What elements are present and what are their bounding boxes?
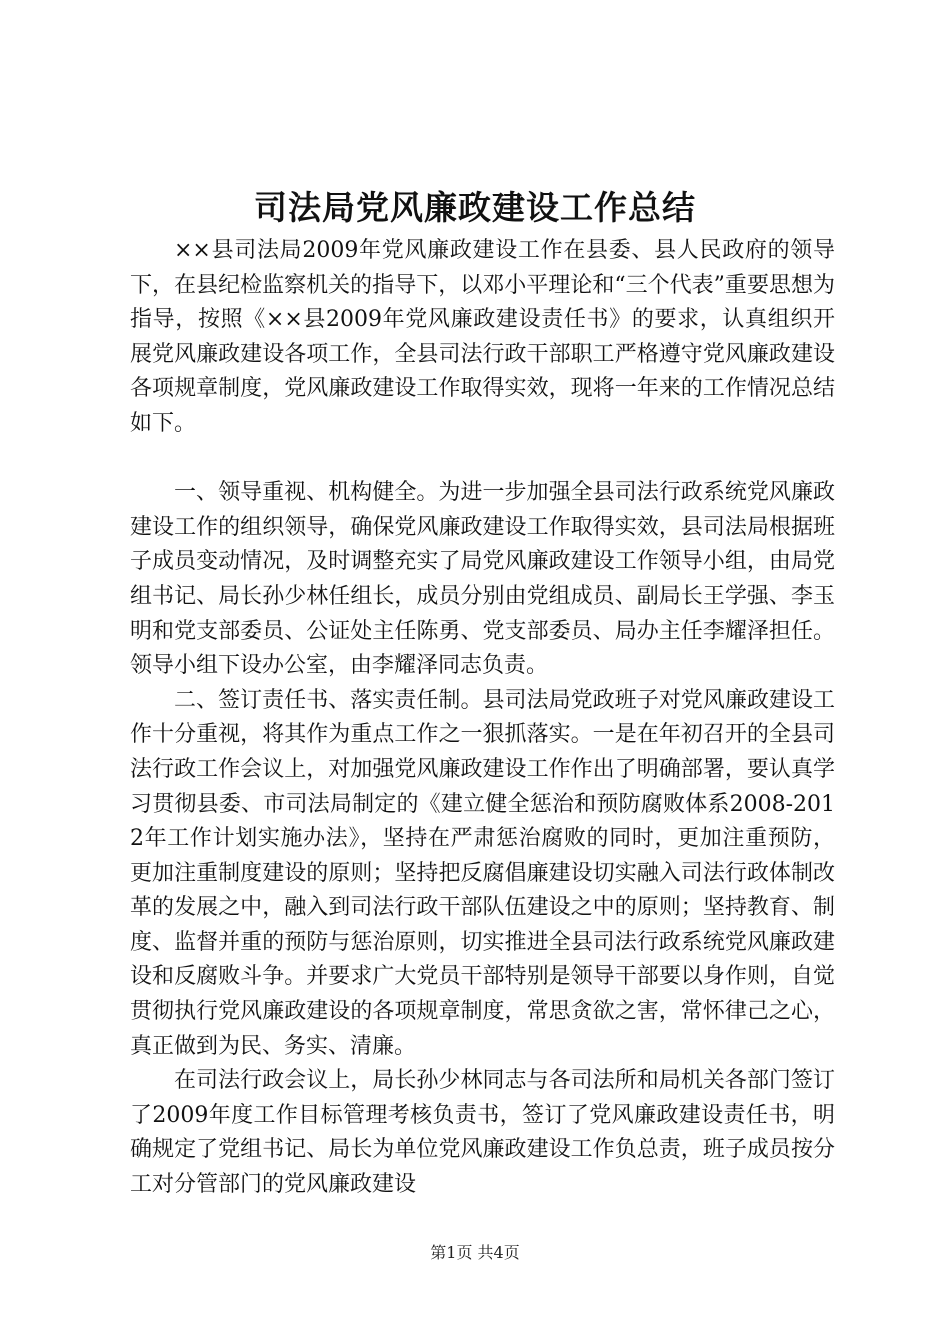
document-title: 司法局党风廉政建设工作总结 [254, 188, 696, 227]
intro-paragraph: ××县司法局2009年党风廉政建设工作在县委、县人民政府的领导下，在县纪检监察机关的指导下，以邓小平理论和“三个代表”重要思想为指导，按照《××县2009年党风廉政建设责任书》的要求，认真组织开展党风廉政建设各项工作，全县司法行政干部职工严格遵守党风廉政建设各项规章制度，党风廉政建设工作取得实效，现将一年来的工作情况总结如下。 [130, 238, 835, 436]
section-2-continued-paragraph: 在司法行政会议上，局长孙少林同志与各司法所和局机关各部门签订了2009年度工作目标管理考核负责书，签订了党风廉政建设责任书，明确规定了党组书记、局长为单位党风廉政建设工作负总责，班子成员按分工对分管部门的党风廉政建设 [130, 1068, 835, 1198]
document-body [130, 234, 835, 1203]
section-1-paragraph: 一、领导重视、机构健全。为进一步加强全县司法行政系统党风廉政建设工作的组织领导，确保党风廉政建设工作取得实效，县司法局根据班子成员变动情况，及时调整充实了局党风廉政建设工作领导小组，由局党组书记、局长孙少林任组长，成员分别由党组成员、副局长王学强、李玉明和党支部委员、公证处主任陈勇、党支部委员、局办主任李耀泽担任。领导小组下设办公室，由李耀泽同志负责。 [130, 480, 835, 679]
page-number-footer: 第1页 共4页 [430, 1243, 520, 1262]
section-2-paragraph: 二、签订责任书、落实责任制。县司法局党政班子对党风廉政建设工作十分重视，将其作为重点工作之一狠抓落实。一是在年初召开的全县司法行政工作会议上，对加强党风廉政建设工作作出了明确部署，要认真学习贯彻县委、市司法局制定的《建立健全惩治和预防腐败体系2008-2012年工作计划实施办法》，坚持在严肃惩治腐败的同时，更加注重预防，更加注重制度建设的原则；坚持把反腐倡廉建设切实融入司法行政体制改革的发展之中，融入到司法行政干部队伍建设之中的原则；坚持教育、制度、监督并重的预防与惩治原则，切实推进全县司法行政系统党风廉政建设和反腐败斗争。并要求广大党员干部特别是领导干部要以身作则，自觉贯彻执行党风廉政建设的各项规章制度，常思贪欲之害，常怀律己之心，真正做到为民、务实、清廉。 [130, 687, 835, 1059]
